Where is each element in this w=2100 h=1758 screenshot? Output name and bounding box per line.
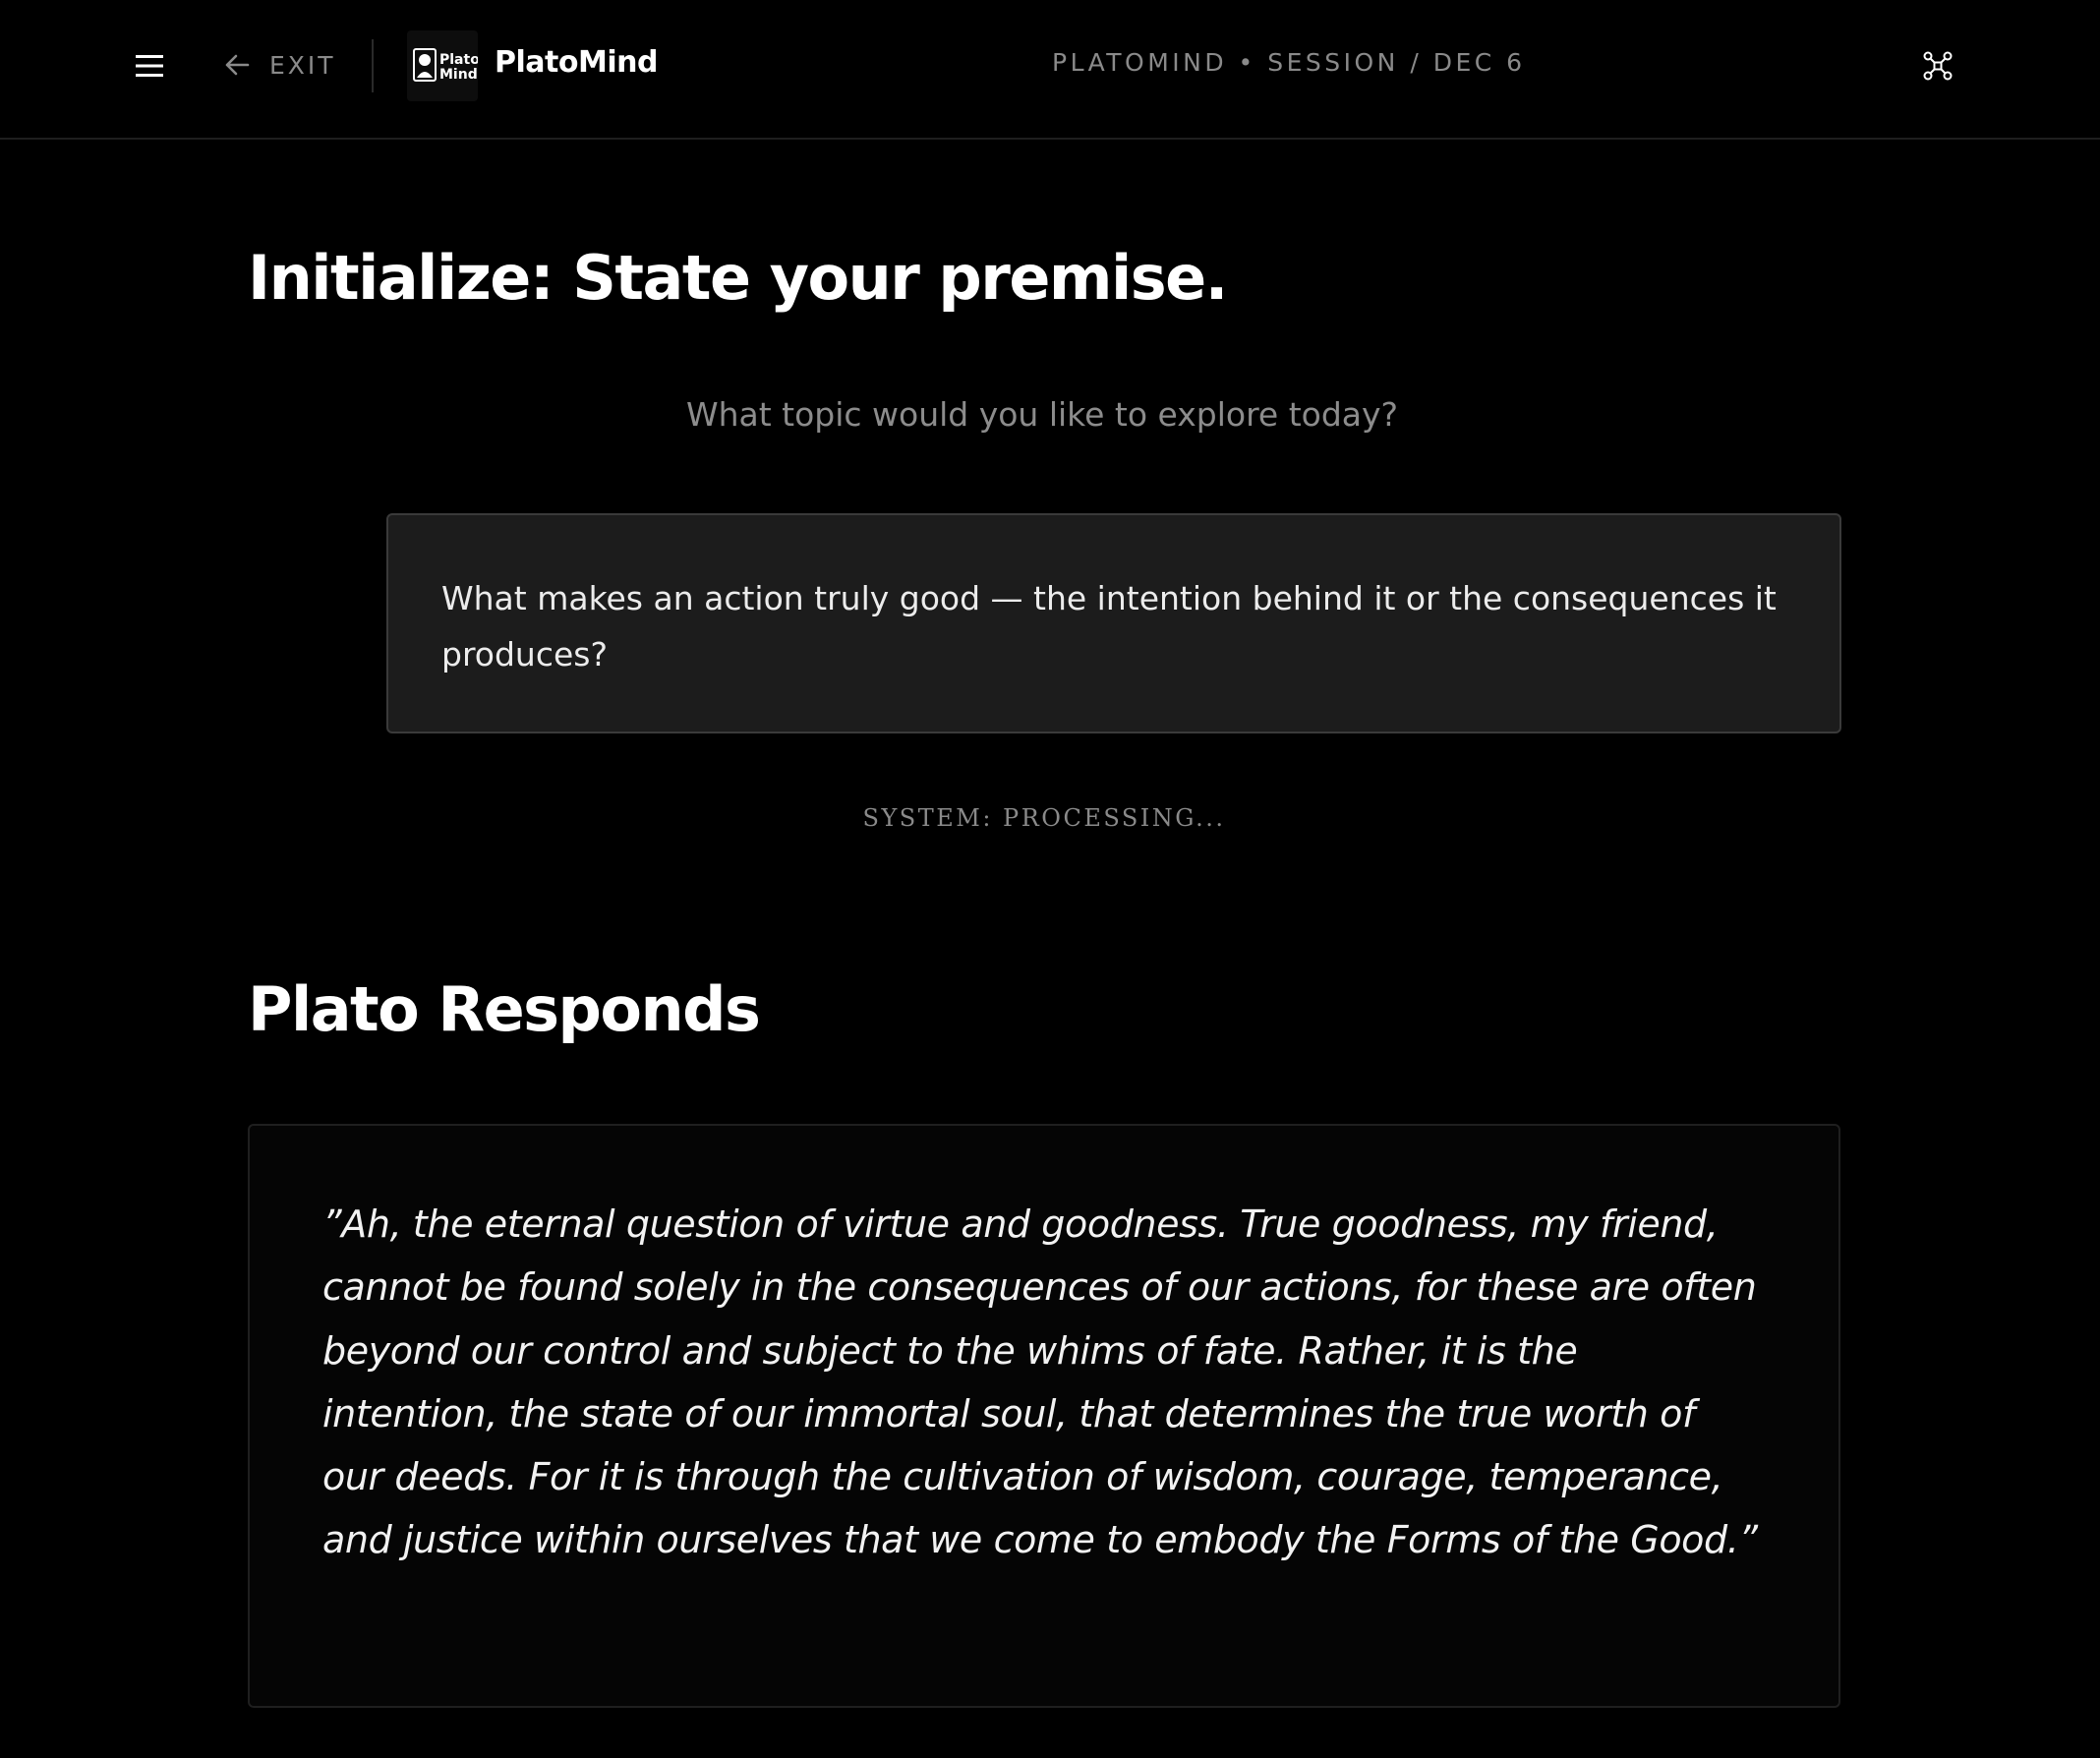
network-nodes-icon [1921,49,1954,83]
header-divider [372,39,374,92]
exit-label: EXIT [269,50,336,80]
session-label: PLATOMIND • SESSION / DEC 6 [1052,48,1526,77]
network-button[interactable] [1921,49,1954,83]
hamburger-menu-icon [132,51,167,81]
premise-input[interactable]: What makes an action truly good — the intention behind it or the consequences it produces? [386,513,1841,733]
brand-name[interactable]: PlatoMind [495,45,658,80]
plato-bust-logo-icon [407,30,478,101]
initialize-heading: Initialize: State your premise. [248,242,1227,314]
arrow-left-icon [220,48,254,82]
svg-text:Plato: Plato [439,52,478,68]
topic-prompt: What topic would you like to explore today? [685,395,1399,434]
platomind-logo[interactable] [407,30,478,101]
plato-responds-heading: Plato Responds [248,973,760,1045]
plato-response-card [248,1124,1840,1708]
plato-response-quote: ”Ah, the eternal question of virtue and goodness. True goodness, my friend, cannot be found solely in the consequences of our actions, for these are often beyond our control and subject to the whims of fate. Rather, it is the intention, the state of our immortal soul, that determines the true worth of our deeds. For it is through the cultivation of wisdom, courage, temperance, and justice within ourselves that we come to embody the Forms of the Good.” [322,1202,1758,1562]
menu-button[interactable] [132,51,167,81]
system-status: SYSTEM: PROCESSING... [862,804,1226,832]
svg-text:Mind: Mind [439,67,478,83]
top-bar [0,0,2100,140]
exit-button[interactable] [220,45,336,85]
